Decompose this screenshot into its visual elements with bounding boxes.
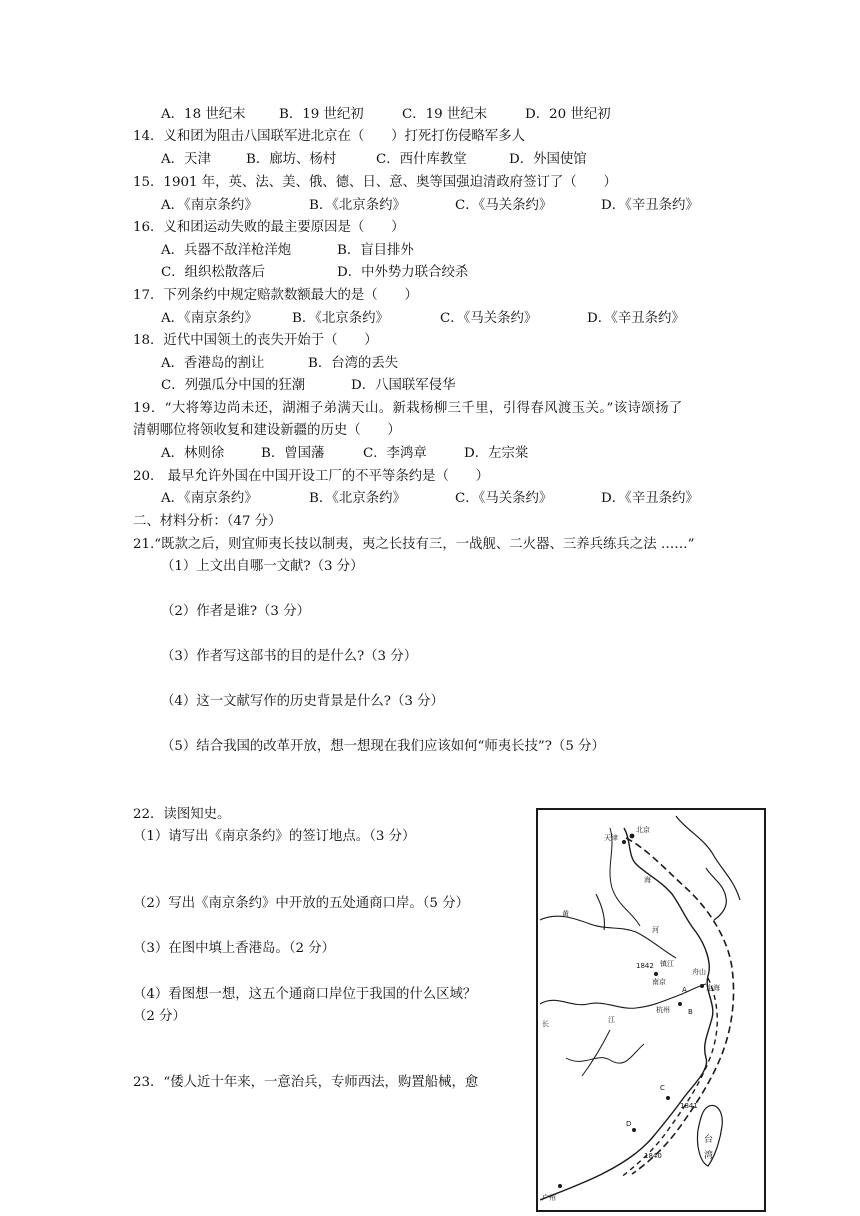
q17-option-d: D．《辛丑条约》: [587, 311, 685, 326]
q14-option-c: C．西什库教堂: [376, 152, 467, 167]
q15-stem: 15．1901 年，英、法、美、俄、德、日、意、奥等国强迫清政府签订了（ ）: [133, 175, 617, 190]
q18-stem: 18．近代中国领土的丧失开始于（ ）: [133, 333, 378, 348]
label-marker-b: B: [688, 1008, 693, 1016]
beijing-dot: [630, 834, 635, 839]
q21-sub-2: （2）作者是谁?（3 分）: [161, 604, 310, 619]
label-wan: 湾: [704, 1151, 714, 1161]
q19-stem-line2: 清朝哪位将领收复和建设新疆的历史（ ）: [133, 423, 401, 438]
label-tai: 台: [704, 1135, 714, 1145]
q19-option-d: D．左宗棠: [464, 446, 529, 461]
label-guangzhou: 广州: [542, 1194, 556, 1202]
label-beijing: 北京: [636, 826, 650, 834]
q18-options-row2: [161, 376, 561, 396]
q14-options: [161, 150, 681, 170]
label-hangzhou: 杭州: [656, 1006, 670, 1014]
hangzhou-dot: [678, 1002, 682, 1006]
q19-option-c: C．李鸿章: [363, 446, 427, 461]
q18-option-a: A．香港岛的割让: [161, 356, 265, 371]
q20-option-c: C．《马关条约》: [455, 491, 553, 506]
q13-option-b: B．19 世纪初: [279, 107, 364, 122]
q21-sub-4: （4）这一文献写作的历史背景是什么?（3 分）: [161, 694, 444, 709]
q22-sub-3: （3）在图中填上香港岛。（2 分）: [133, 941, 336, 956]
label-zhenjiang: 镇江: [660, 960, 674, 968]
label-marker-c: C: [660, 1084, 665, 1092]
q13-option-d: D．20 世纪初: [525, 107, 611, 122]
q18-option-b: B．台湾的丢失: [308, 356, 399, 371]
q23-stem: 23．“倭人近十年来，一意治兵，专师西法，购置船械，愈: [133, 1075, 479, 1090]
q19-stem-line1: 19．“大将筹边尚未还，湖湘子弟满天山。新栽杨柳三千里，引得春风渡玉关。”该诗颂扬了: [133, 401, 683, 416]
q15-option-a: A．《南京条约》: [161, 198, 258, 213]
q14-option-a: A．天津: [161, 152, 211, 167]
q15-options: [161, 196, 721, 216]
label-year1840: 1840: [644, 1152, 662, 1160]
q22-sub-4: （4）看图想一想，这五个通商口岸位于我国的什么区域？: [133, 987, 477, 1002]
q20-option-d: D．《辛丑条约》: [601, 491, 699, 506]
q13-option-c: C．19 世纪末: [402, 107, 488, 122]
q16-option-c: C．组织松散落后: [161, 265, 265, 280]
q18-option-d: D．八国联军侵华: [351, 378, 456, 393]
map-svg: [536, 808, 766, 1212]
q20-stem: 20． 最早允许外国在中国开设工厂的不平等条约是（ ）: [133, 469, 490, 484]
tianjin-dot: [622, 840, 626, 844]
label-hai: 海: [644, 876, 651, 884]
q20-option-b: B．《北京条约》: [309, 491, 406, 506]
q16-option-b: B．盲目排外: [337, 243, 414, 258]
label-he-left: 黄: [562, 910, 569, 918]
q15-option-d: D．《辛丑条约》: [601, 198, 699, 213]
label-zhoushan: 舟山: [692, 968, 706, 976]
q21-sub-5: （5）结合我国的改革开放，想一想现在我们应该如何“师夷长技”?（5 分）: [161, 739, 605, 754]
q22-sub-2: （2）写出《南京条约》中开放的五处通商口岸。（5 分）: [133, 896, 469, 911]
q17-option-b: B．《北京条约》: [292, 311, 389, 326]
q15-option-b: B．《北京条约》: [309, 198, 406, 213]
port-c-dot: [666, 1096, 670, 1100]
q17-option-a: A．《南京条约》: [161, 311, 258, 326]
label-dinghai: 定海: [706, 984, 720, 992]
q17-options: [161, 309, 721, 329]
label-nanjing: 南京: [652, 978, 666, 986]
q22-stem: 22．读图知史。: [133, 807, 231, 822]
label-marker-d: D: [626, 1120, 632, 1128]
q16-option-a: A．兵器不敌洋枪洋炮: [161, 243, 292, 258]
q14-stem: 14．义和团为阻击八国联军进北京在（ ）打死打伤侵略军多人: [133, 129, 525, 144]
label-jiang: 江: [608, 1016, 615, 1024]
label-year1841: 1841: [680, 1102, 698, 1110]
q16-option-d: D．中外势力联合绞杀: [337, 265, 469, 280]
q21-stem: 21.“既款之后，则宜师夷长技以制夷，夷之长技有三，一战舰、二火器、三养兵练兵之法 ……”: [133, 537, 695, 552]
label-tianjin: 天津: [604, 834, 618, 842]
q16-options-row1: [161, 241, 561, 261]
q19-option-b: B．曾国藩: [261, 446, 325, 461]
q18-option-c: C．列强瓜分中国的狂潮: [161, 378, 306, 393]
guangzhou-dot: [558, 1184, 562, 1188]
q16-options-row2: [161, 263, 561, 283]
q17-option-c: C．《马关条约》: [440, 311, 538, 326]
q18-options-row1: [161, 354, 561, 374]
label-he-right: 河: [652, 926, 659, 934]
historical-map: [536, 808, 766, 1212]
q19-option-a: A．林则徐: [161, 446, 225, 461]
q21-sub-3: （3）作者写这部书的目的是什么?（3 分）: [161, 649, 418, 664]
q19-options: [161, 444, 581, 464]
q17-stem: 17．下列条约中规定赔款数额最大的是（ ）: [133, 288, 418, 303]
label-year1842: 1842: [636, 962, 654, 970]
q20-options: [161, 489, 721, 509]
port-d-dot: [632, 1128, 636, 1132]
nanjing-dot: [654, 972, 658, 976]
q21-sub-1: （1）上文出自哪一文献?（3 分）: [161, 559, 364, 574]
section2-title: 二、材料分析：（47 分）: [133, 514, 282, 529]
q13-options: [161, 105, 681, 125]
q16-stem: 16．义和团运动失败的最主要原因是（ ）: [133, 220, 405, 235]
q14-option-d: D．外国使馆: [509, 152, 587, 167]
q13-option-a: A．18 世纪末: [161, 107, 246, 122]
q15-option-c: C．《马关条约》: [455, 198, 553, 213]
label-chang: 长: [542, 1020, 549, 1028]
label-marker-a: A: [682, 986, 687, 994]
q14-option-b: B．廊坊、杨村: [246, 152, 337, 167]
q22-sub-4-score: （2 分）: [133, 1009, 186, 1024]
dinghai-dot: [700, 984, 704, 988]
q22-sub-1: （1）请写出《南京条约》的签订地点。（3 分）: [133, 829, 416, 844]
q20-option-a: A．《南京条约》: [161, 491, 258, 506]
